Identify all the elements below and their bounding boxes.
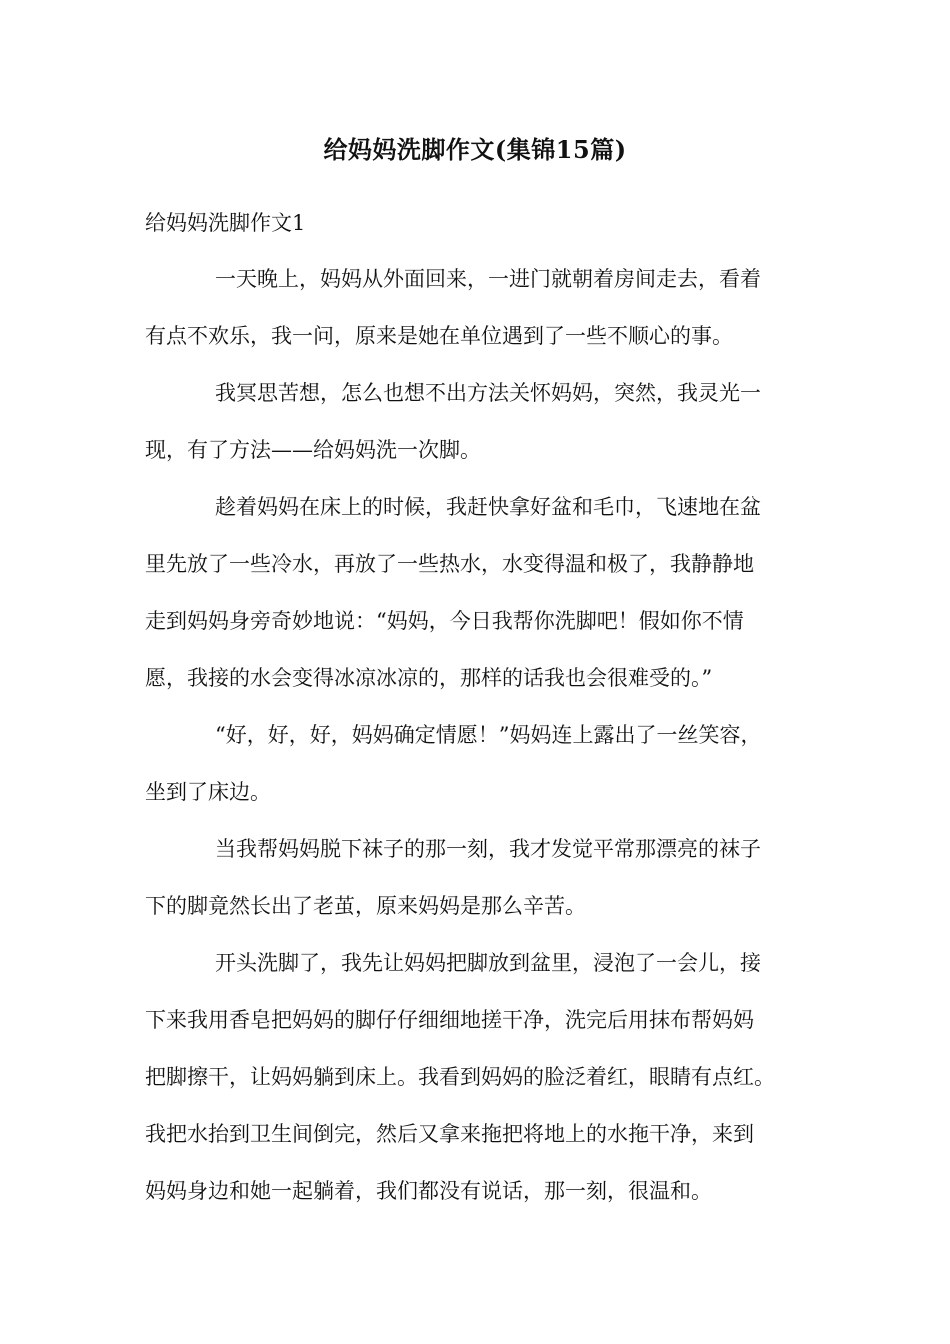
paragraph-line: 坐到了床边。	[145, 780, 271, 804]
paragraph-line: “好，好，好，妈妈确定情愿！”妈妈连上露出了一丝笑容，	[215, 723, 762, 747]
document-title: 给妈妈洗脚作文(集锦15篇)	[323, 135, 627, 164]
paragraph-line: 里先放了一些冷水，再放了一些热水，水变得温和极了，我静静地	[145, 552, 754, 576]
paragraph-line: 我冥思苦想，怎么也想不出方法关怀妈妈，突然，我灵光一	[215, 381, 761, 405]
paragraph-line: 妈妈身边和她一起躺着，我们都没有说话，那一刻，很温和。	[145, 1179, 712, 1203]
paragraph-line: 趁着妈妈在床上的时候，我赶快拿好盆和毛巾，飞速地在盆	[215, 495, 761, 519]
paragraph-line: 我把水抬到卫生间倒完，然后又拿来拖把将地上的水拖干净，来到	[145, 1122, 754, 1146]
paragraph-line: 开头洗脚了，我先让妈妈把脚放到盆里，浸泡了一会儿，接	[215, 951, 761, 975]
paragraph-line: 下的脚竟然长出了老茧，原来妈妈是那么辛苦。	[145, 894, 586, 918]
paragraph-line: 有点不欢乐，我一问，原来是她在单位遇到了一些不顺心的事。	[145, 324, 733, 348]
paragraph-line: 一天晚上，妈妈从外面回来，一进门就朝着房间走去，看着	[215, 267, 761, 291]
section-heading: 给妈妈洗脚作文1	[145, 211, 306, 235]
paragraph-line: 现，有了方法——给妈妈洗一次脚。	[145, 438, 481, 462]
paragraph-line: 把脚擦干，让妈妈躺到床上。我看到妈妈的脸泛着红，眼睛有点红。	[145, 1065, 775, 1089]
paragraph-line: 愿，我接的水会变得冰凉冰凉的，那样的话我也会很难受的。”	[145, 666, 713, 690]
paragraph-line: 下来我用香皂把妈妈的脚仔仔细细地搓干净，洗完后用抹布帮妈妈	[145, 1008, 754, 1032]
paragraph-line: 走到妈妈身旁奇妙地说：“妈妈，今日我帮你洗脚吧！假如你不情	[145, 609, 744, 633]
paragraph-line: 当我帮妈妈脱下袜子的那一刻，我才发觉平常那漂亮的袜子	[215, 837, 761, 861]
